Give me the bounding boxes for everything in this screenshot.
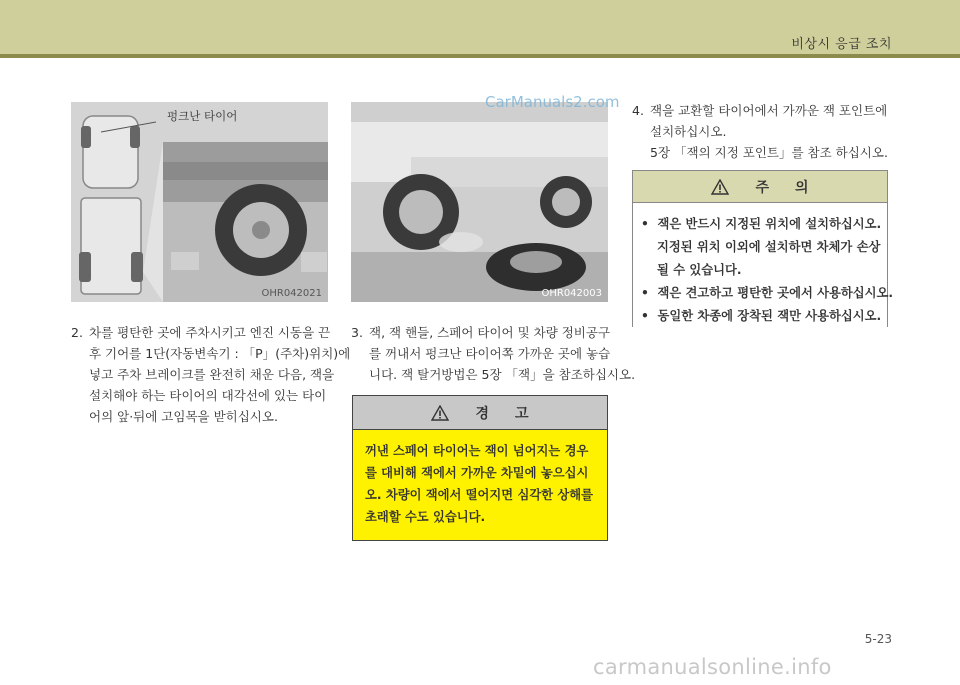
step-3 [351, 322, 635, 385]
figure-code: OHR042003 [541, 288, 602, 299]
figure-code: OHR042021 [261, 288, 322, 299]
step-2 [71, 322, 350, 427]
caution-line: 잭은 견고하고 평탄한 곳에서 사용하십시오. [657, 286, 894, 300]
caution-title-first: 주 [755, 179, 769, 196]
step-line: 를 꺼내서 펑크난 타이어쪽 가까운 곳에 놓습 [369, 346, 611, 361]
warning-line: 초래할 수도 있습니다. [365, 510, 486, 524]
step-line: 차를 평탄한 곳에 주차시키고 엔진 시동을 끈 [89, 325, 331, 340]
caution-body [633, 203, 894, 338]
caution-header [633, 171, 887, 203]
step-4 [632, 100, 888, 163]
figure-spare-tire-photo [351, 102, 608, 302]
warning-box [352, 395, 608, 541]
flat-tire-callout: 펑크난 타이어 [167, 109, 238, 123]
watermark-bottom: carmanualsonline.info [593, 655, 832, 679]
caution-line: 잭은 반드시 지정된 위치에 설치하십시오. [657, 217, 882, 231]
bullet-marker: • [641, 217, 649, 231]
caution-bullet-2 [641, 282, 894, 305]
bullet-marker: • [641, 286, 649, 300]
page-number: 5-23 [864, 632, 892, 646]
caution-triangle-icon [711, 179, 729, 195]
bullet-marker: • [641, 309, 649, 323]
warning-title-first: 경 [475, 405, 489, 422]
warning-line: 를 대비해 잭에서 가까운 차밑에 놓으십시 [365, 466, 589, 480]
caution-bullet-1 [641, 213, 882, 236]
warning-triangle-icon [431, 405, 449, 421]
step-line: 후 기어를 1단(자동변속기 : 「P」(주차)위치)에 [89, 346, 351, 361]
step-line: 니다. 잭 탈거방법은 5장 「잭」을 참조하십시오. [369, 367, 636, 382]
warning-body [353, 430, 607, 540]
section-title: 비상시 응급 조치 [791, 37, 892, 52]
warning-header [353, 396, 607, 430]
caution-line: 지정된 위치 이외에 설치하면 차체가 손상 [657, 240, 881, 254]
warning-line: 꺼낸 스페어 타이어는 잭이 넘어지는 경우 [365, 444, 589, 458]
step-line: 설치하십시오. [650, 124, 727, 139]
header-divider [0, 54, 960, 58]
figure-flat-tire-diagram [71, 102, 328, 302]
warning-title-second: 고 [515, 405, 529, 422]
flat-tire-illustration [71, 102, 328, 302]
step-line: 5장 「잭의 지정 포인트」를 참조 하십시오. [650, 145, 888, 160]
step-line: 잭을 교환할 타이어에서 가까운 잭 포인트에 [650, 103, 888, 118]
spare-tire-illustration [351, 102, 608, 302]
warning-line: 오. 차량이 잭에서 떨어지면 심각한 상해를 [365, 488, 594, 502]
step-line: 어의 앞·뒤에 고임목을 받히십시오. [89, 409, 278, 424]
caution-line: 동일한 차종에 장착된 잭만 사용하십시오. [657, 309, 882, 323]
step-line: 넣고 주차 브레이크를 완전히 채운 다음, 잭을 [89, 367, 335, 382]
step-number: 4. [632, 103, 644, 118]
step-number: 2. [71, 325, 83, 340]
caution-bullet-3 [641, 305, 882, 328]
caution-line: 될 수 있습니다. [657, 263, 742, 277]
step-line: 설치해야 하는 타이어의 대각선에 있는 타이 [89, 388, 327, 403]
caution-title-second: 의 [795, 179, 809, 196]
step-number: 3. [351, 325, 363, 340]
step-line: 잭, 잭 핸들, 스페어 타이어 및 차량 정비공구 [369, 325, 611, 340]
caution-box [632, 170, 894, 327]
watermark-top: CarManuals2.com [485, 93, 620, 111]
